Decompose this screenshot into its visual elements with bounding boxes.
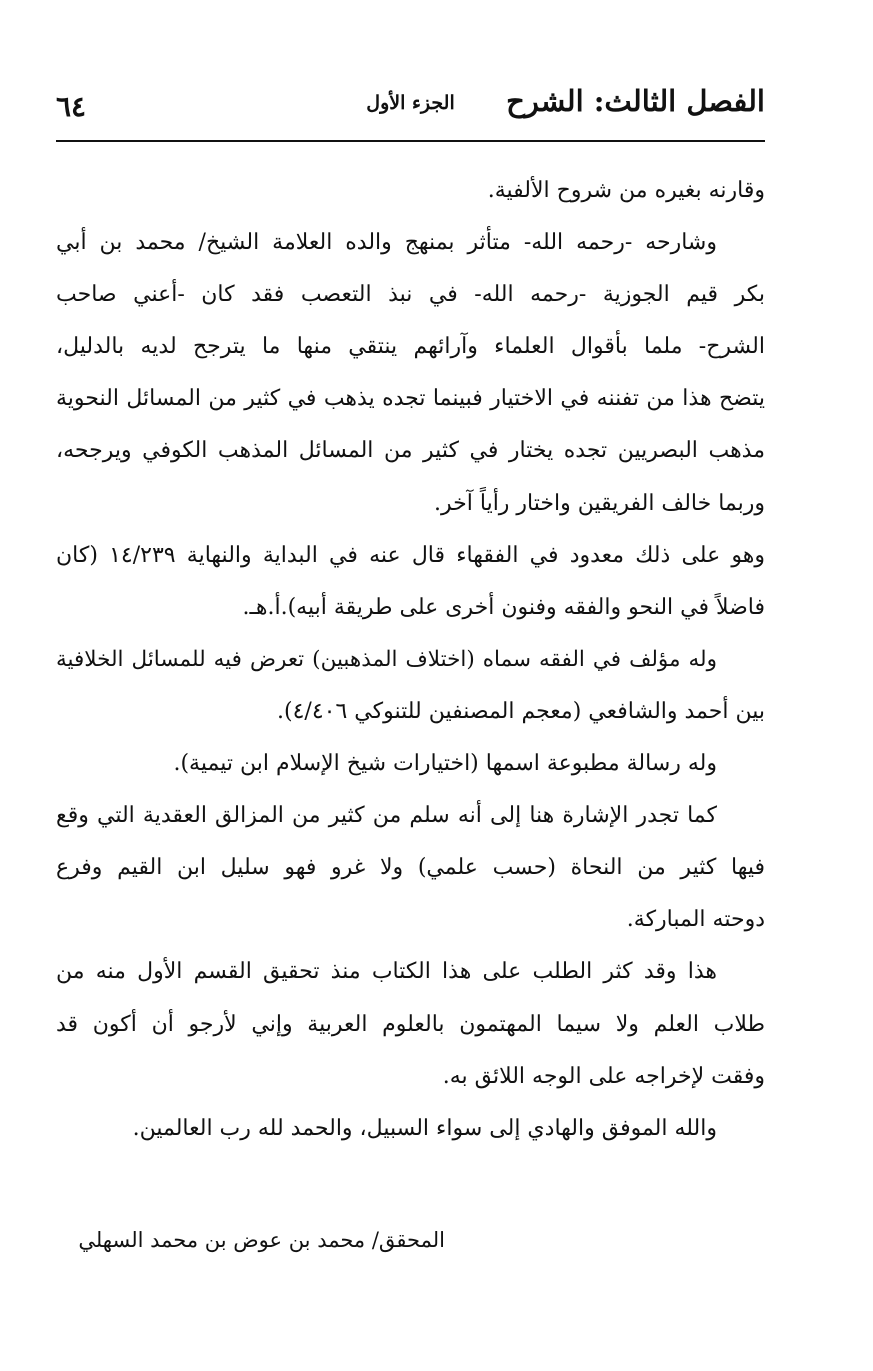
text-line: فاضلاً في النحو والفقه وفنون أخرى على طريقة أبيه).أ.هـ. (242, 594, 765, 620)
text-line: كما تجدر الإشارة هنا إلى أنه سلم من كثير من المزالق العقدية التي وقع (56, 803, 717, 829)
volume-label: الجزء الأول (366, 92, 455, 114)
text-line: والله الموفق والهادي إلى سواء السبيل، والحمد لله رب العالمين. (132, 1115, 717, 1141)
text-line: وفقت لإخراجه على الوجه اللائق به. (442, 1063, 765, 1089)
text-line: وله رسالة مطبوعة اسمها (اختيارات شيخ الإسلام ابن تيمية). (173, 751, 717, 777)
text-line: وشارحه -رحمه الله- متأثر بمنهج والده العلامة الشيخ/ محمد بن أبي (56, 230, 717, 256)
text-line: يتضح هذا من تفننه في الاختيار فبينما تجده يذهب في كثير من المسائل النحوية (56, 386, 765, 412)
text-line: وله مؤلف في الفقه سماه (اختلاف المذهبين) تعرض فيه للمسائل الخلافية (56, 646, 717, 672)
page-header (56, 84, 765, 128)
text-line: وربما خالف الفريقين واختار رأياً آخر. (434, 490, 765, 516)
text-line: فيها كثير من النحاة (حسب علمي) ولا غرو فهو سليل ابن القيم وفرع (56, 855, 765, 881)
page-number: ٦٤ (56, 90, 87, 123)
text-line: وقارنه بغيره من شروح الألفية. (487, 178, 765, 203)
text-line: هذا وقد كثر الطلب على هذا الكتاب منذ تحقيق القسم الأول منه من (56, 959, 717, 985)
chapter-title: الفصل الثالث: الشرح (506, 84, 765, 118)
text-line: الشرح- ملما بأقوال العلماء وآرائهم ينتقي منها ما يترجح لديه بالدليل، (56, 334, 765, 360)
text-line: طلاب العلم ولا سيما المهتمون بالعلوم العربية وإني لأرجو أن أكون قد (56, 1011, 765, 1037)
header-rule (56, 140, 765, 142)
text-line: دوحته المباركة. (626, 907, 765, 933)
text-line: بين أحمد والشافعي (معجم المصنفين للتنوكي ٤/٤٠٦). (277, 698, 765, 724)
text-line: مذهب البصريين تجده يختار في كثير من المسائل المذهب الكوفي ويرجحه، (56, 438, 765, 464)
text-line: وهو على ذلك معدود في الفقهاء قال عنه في البداية والنهاية ١٤/٢٣٩ (كان (56, 542, 765, 568)
body-text (56, 165, 765, 1155)
signature: المحقق/ محمد بن عوض بن محمد السهلي (78, 1228, 445, 1252)
text-line: بكر قيم الجوزية -رحمه الله- في نبذ التعصب فقد كان -أعني صاحب (56, 282, 765, 308)
